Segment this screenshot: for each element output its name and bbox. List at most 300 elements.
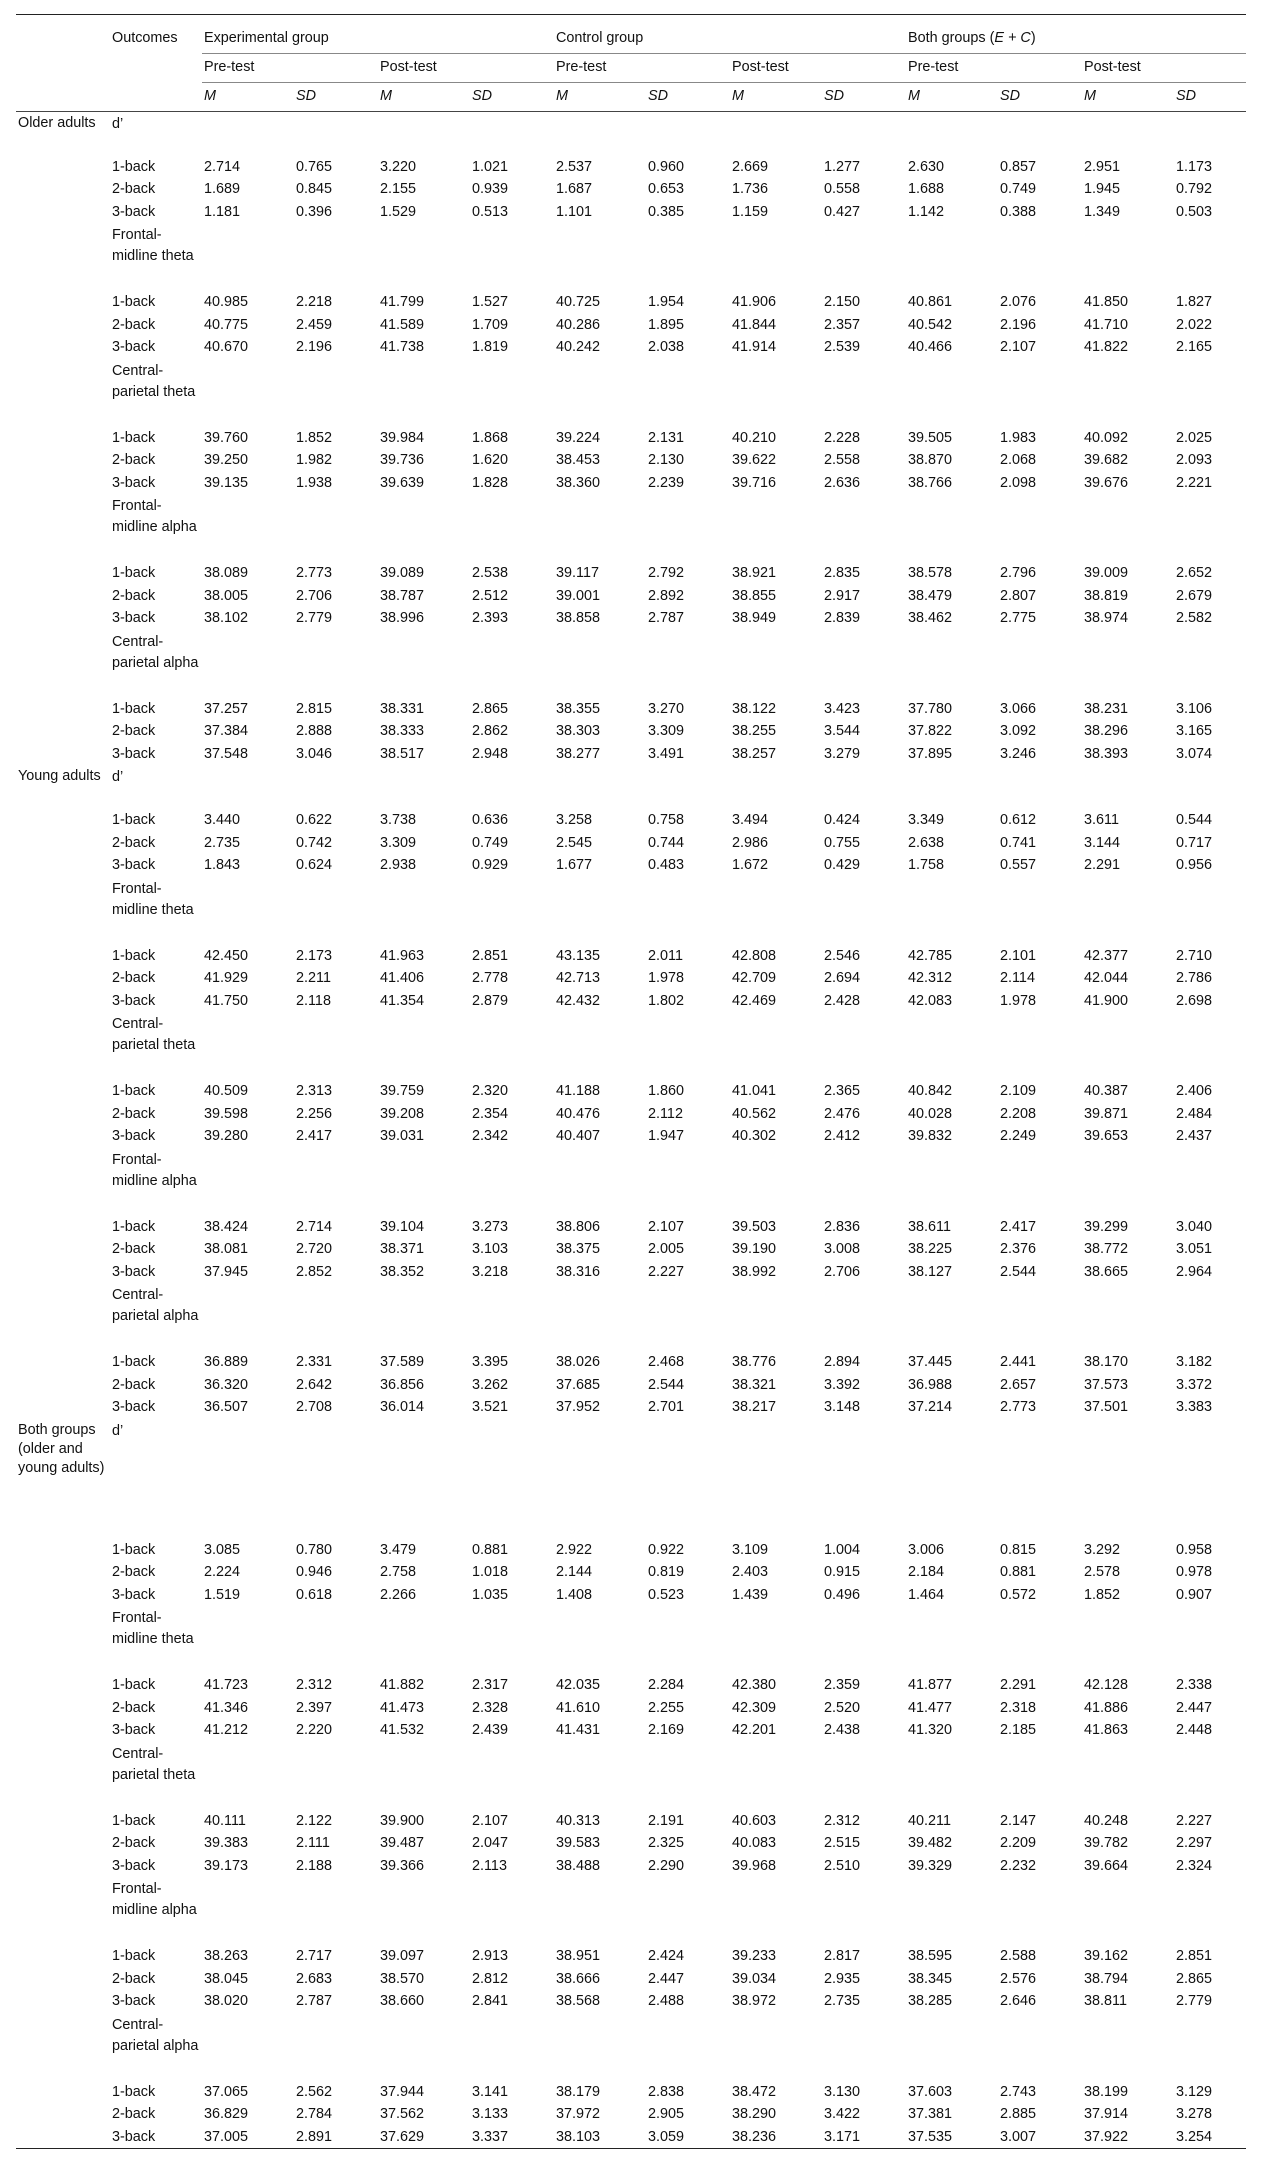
sd-value-cell: 2.191 (648, 1812, 685, 1829)
sd-value-cell: 1.527 (472, 294, 509, 310)
mean-value-cell: 39.782 (1084, 1835, 1129, 1851)
sd-value-cell: 2.447 (1176, 1699, 1213, 1716)
mean-value-cell: 41.900 (1084, 992, 1129, 1009)
table-row (16, 562, 1246, 585)
blank-cell (294, 1283, 378, 1351)
blank-cell (16, 562, 110, 585)
sd-value-cell: 3.046 (296, 745, 333, 762)
blank-cell (906, 359, 998, 427)
mean-value-cell: 40.286 (556, 316, 601, 333)
blank-cell (470, 1606, 554, 1674)
mean-value-cell: 41.188 (556, 1083, 601, 1099)
mean-value-cell: 38.179 (556, 2083, 601, 2100)
mean-value-cell: 38.453 (556, 452, 601, 468)
mean-value-cell: 38.360 (556, 474, 601, 491)
blank-cell (470, 112, 554, 156)
condition-label: 3-back (112, 1857, 156, 1874)
sd-value-cell: 2.888 (296, 723, 333, 739)
mean-value-cell: 41.863 (1084, 1722, 1129, 1738)
sd-value-cell: 2.679 (1176, 587, 1213, 604)
sd-value-cell: 2.227 (648, 1263, 685, 1280)
blank-cell (16, 1697, 110, 1720)
header-blank-cell (16, 54, 110, 83)
sd-value-cell: 2.510 (824, 1857, 861, 1874)
mean-value-cell: 39.233 (732, 1948, 777, 1964)
header-ctrl-pretest: Pre-test (554, 54, 730, 83)
mean-value-cell: 37.445 (908, 1354, 953, 1370)
sd-value-cell: 3.254 (1176, 2128, 1213, 2145)
mean-value-cell: 38.578 (908, 565, 953, 581)
mean-value-cell: 38.277 (556, 745, 601, 762)
mean-value-cell: 41.212 (204, 1722, 249, 1738)
blank-cell (294, 1877, 378, 1945)
mean-value-cell: 40.092 (1084, 429, 1129, 446)
sd-value-cell: 1.868 (472, 429, 509, 446)
mean-value-cell: 39.031 (380, 1128, 425, 1144)
sd-value-cell: 1.827 (1176, 294, 1213, 310)
blank-cell (730, 359, 822, 427)
sd-value-cell: 3.270 (648, 700, 685, 717)
mean-value-cell: 38.122 (732, 700, 777, 717)
condition-label: 1-back (112, 1541, 156, 1558)
blank-cell (470, 765, 554, 809)
sd-value-cell: 2.397 (296, 1699, 333, 1716)
mean-value-cell: 38.819 (1084, 587, 1129, 604)
mean-value-cell: 41.589 (380, 316, 425, 333)
blank-cell (646, 494, 730, 562)
blank-cell (554, 494, 646, 562)
table-row (16, 832, 1246, 855)
sd-value-cell: 3.395 (472, 1354, 509, 1370)
sd-value-cell: 2.284 (648, 1677, 685, 1693)
mean-value-cell: 38.257 (732, 745, 777, 762)
blank-cell (16, 1396, 110, 1419)
table-row (16, 1990, 1246, 2013)
blank-cell (1082, 1283, 1174, 1351)
mean-value-cell: 2.714 (204, 158, 241, 175)
mean-value-cell: 2.630 (908, 158, 945, 175)
sd-value-cell: 2.892 (648, 587, 685, 604)
mean-value-cell: 38.570 (380, 1970, 425, 1987)
blank-cell (1082, 2013, 1174, 2081)
blank-cell (378, 494, 470, 562)
mean-value-cell: 2.537 (556, 158, 593, 175)
blank-cell (16, 1606, 110, 1674)
mean-value-cell: 37.822 (908, 723, 953, 739)
sd-value-cell: 1.173 (1176, 158, 1213, 175)
blank-cell (998, 1148, 1082, 1216)
table-row (16, 743, 1246, 766)
measure-row (16, 1606, 1246, 1674)
sd-value-cell: 0.978 (1176, 1564, 1213, 1580)
mean-value-cell: 37.384 (204, 723, 249, 739)
sd-value-cell: 2.318 (1000, 1699, 1037, 1716)
header-blank-cell (16, 25, 110, 54)
mean-value-cell: 39.097 (380, 1948, 425, 1964)
blank-cell (16, 1968, 110, 1991)
sd-value-cell: 0.572 (1000, 1586, 1037, 1603)
mean-value-cell: 41.346 (204, 1699, 249, 1716)
mean-value-cell: 36.889 (204, 1354, 249, 1370)
mean-value-cell: 42.469 (732, 992, 777, 1009)
mean-value-cell: 1.439 (732, 1586, 769, 1603)
blank-cell (16, 494, 110, 562)
mean-value-cell: 2.986 (732, 834, 769, 851)
blank-cell (378, 1419, 470, 1539)
sd-value-cell: 2.109 (1000, 1083, 1037, 1099)
condition-label: 1-back (112, 565, 156, 581)
mean-value-cell: 40.466 (908, 339, 953, 355)
table-row (16, 1968, 1246, 1991)
sd-value-cell: 0.819 (648, 1564, 685, 1580)
mean-value-cell: 39.162 (1084, 1948, 1129, 1964)
mean-value-cell: 3.144 (1084, 834, 1121, 851)
blank-cell (202, 359, 294, 427)
mean-value-cell: 40.302 (732, 1128, 777, 1144)
mean-value-cell: 37.629 (380, 2128, 425, 2145)
mean-value-cell: 38.393 (1084, 745, 1129, 762)
mean-value-cell: 38.303 (556, 723, 601, 739)
sd-value-cell: 3.130 (824, 2083, 861, 2100)
blank-cell (822, 1148, 906, 1216)
sd-value-cell: 2.150 (824, 294, 861, 310)
blank-cell (1174, 765, 1246, 809)
mean-value-cell: 2.144 (556, 1564, 593, 1580)
sd-value-cell: 0.958 (1176, 1541, 1213, 1558)
sd-value-cell: 1.819 (472, 339, 509, 355)
measure-row (16, 1419, 1246, 1539)
blank-cell (646, 1419, 730, 1539)
sd-value-cell: 2.706 (296, 587, 333, 604)
sd-value-cell: 3.106 (1176, 700, 1213, 717)
mean-value-cell: 38.290 (732, 2106, 777, 2122)
sd-value-cell: 2.113 (472, 1857, 507, 1874)
blank-cell (16, 607, 110, 630)
sd-value-cell: 0.922 (648, 1541, 685, 1558)
measure-label: Frontal-midline alpha (112, 1881, 197, 1918)
mean-value-cell: 3.611 (1084, 812, 1119, 828)
mean-value-cell: 39.984 (380, 429, 425, 446)
sd-value-cell: 2.459 (296, 316, 333, 333)
measure-row (16, 765, 1246, 809)
mean-value-cell: 38.974 (1084, 610, 1129, 626)
mean-value-cell: 2.922 (556, 1541, 593, 1558)
header-stat-sd: SD (998, 83, 1082, 112)
mean-value-cell: 42.128 (1084, 1677, 1129, 1693)
blank-cell (470, 630, 554, 698)
mean-value-cell: 42.432 (556, 992, 601, 1009)
blank-cell (998, 1877, 1082, 1945)
mean-value-cell: 36.856 (380, 1376, 425, 1393)
mean-value-cell: 38.020 (204, 1993, 249, 2009)
mean-value-cell: 37.603 (908, 2083, 953, 2100)
mean-value-cell: 37.952 (556, 1399, 601, 1415)
mean-value-cell: 41.354 (380, 992, 425, 1009)
blank-cell (822, 223, 906, 291)
blank-cell (730, 1606, 822, 1674)
sd-value-cell: 2.227 (1176, 1812, 1213, 1829)
sd-value-cell: 2.022 (1176, 316, 1213, 333)
sd-value-cell: 2.228 (824, 429, 861, 446)
mean-value-cell: 1.159 (732, 203, 769, 220)
mean-value-cell: 1.529 (380, 203, 417, 220)
sd-value-cell: 2.312 (296, 1677, 333, 1693)
mean-value-cell: 38.170 (1084, 1354, 1129, 1370)
mean-value-cell: 39.135 (204, 474, 249, 491)
mean-value-cell: 3.440 (204, 812, 241, 828)
table-row (16, 156, 1246, 179)
sd-value-cell: 3.007 (1000, 2128, 1037, 2145)
table-row (16, 698, 1246, 721)
mean-value-cell: 41.473 (380, 1699, 425, 1716)
measure-label: d’ (112, 1422, 124, 1439)
table-header (16, 15, 1246, 112)
sd-value-cell: 3.246 (1000, 745, 1037, 762)
mean-value-cell: 2.155 (380, 181, 417, 197)
mean-value-cell: 1.688 (908, 181, 945, 197)
mean-value-cell: 38.992 (732, 1263, 777, 1280)
header-stat-sd: SD (470, 83, 554, 112)
sd-value-cell: 0.792 (1176, 181, 1213, 197)
mean-value-cell: 3.349 (908, 812, 945, 828)
sd-value-cell: 2.917 (824, 587, 861, 604)
sd-value-cell: 2.147 (1000, 1812, 1037, 1829)
blank-cell (646, 1877, 730, 1945)
mean-value-cell: 1.464 (908, 1586, 945, 1603)
sd-value-cell: 2.646 (1000, 1993, 1037, 2009)
measure-label: Central-parietal theta (112, 1016, 196, 1053)
sd-value-cell: 2.122 (296, 1812, 333, 1829)
mean-value-cell: 42.713 (556, 970, 601, 986)
blank-cell (554, 1877, 646, 1945)
measure-label: Frontal-midline theta (112, 880, 194, 918)
mean-value-cell: 2.951 (1084, 158, 1121, 175)
header-outcomes: Outcomes (112, 30, 178, 46)
sd-value-cell: 2.636 (824, 474, 861, 491)
header-stat-sd: SD (646, 83, 730, 112)
sd-value-cell: 2.786 (1176, 970, 1213, 986)
blank-cell (16, 2081, 110, 2104)
mean-value-cell: 38.855 (732, 587, 777, 604)
sd-value-cell: 3.141 (472, 2083, 509, 2100)
blank-cell (1082, 877, 1174, 945)
blank-cell (294, 223, 378, 291)
blank-cell (1082, 1606, 1174, 1674)
sd-value-cell: 2.447 (648, 1970, 685, 1987)
mean-value-cell: 38.081 (204, 1241, 249, 1257)
mean-value-cell: 3.494 (732, 812, 769, 828)
mean-value-cell: 42.044 (1084, 970, 1129, 986)
section-label: Young adults (18, 768, 101, 784)
sd-value-cell: 3.066 (1000, 700, 1037, 717)
sd-value-cell: 2.935 (824, 1970, 861, 1987)
sd-value-cell: 2.093 (1176, 452, 1213, 468)
sd-value-cell: 2.544 (1000, 1263, 1037, 1280)
blank-cell (906, 494, 998, 562)
measure-row (16, 223, 1246, 291)
sd-value-cell: 3.392 (824, 1376, 861, 1393)
mean-value-cell: 40.242 (556, 339, 601, 355)
blank-cell (202, 765, 294, 809)
condition-label: 3-back (112, 992, 156, 1009)
sd-value-cell: 1.983 (1000, 429, 1037, 446)
blank-cell (294, 359, 378, 427)
sd-value-cell: 3.423 (824, 700, 861, 717)
condition-label: 1-back (112, 1948, 156, 1964)
sd-value-cell: 2.011 (648, 947, 683, 964)
blank-cell (646, 877, 730, 945)
table-row (16, 1125, 1246, 1148)
sd-value-cell: 3.218 (472, 1263, 509, 1280)
sd-value-cell: 2.544 (648, 1376, 685, 1393)
blank-cell (906, 1283, 998, 1351)
measure-label: d’ (112, 116, 124, 132)
mean-value-cell: 38.611 (908, 1218, 951, 1235)
mean-value-cell: 38.568 (556, 1993, 601, 2009)
condition-label: 2-back (112, 834, 156, 851)
sd-value-cell: 2.698 (1176, 992, 1213, 1009)
blank-cell (822, 1606, 906, 1674)
mean-value-cell: 39.329 (908, 1857, 953, 1874)
sd-value-cell: 3.279 (824, 745, 861, 762)
mean-value-cell: 42.709 (732, 970, 777, 986)
blank-cell (646, 223, 730, 291)
sd-value-cell: 2.812 (472, 1970, 509, 1987)
sd-value-cell: 2.476 (824, 1105, 861, 1122)
sd-value-cell: 2.221 (1176, 474, 1213, 491)
mean-value-cell: 39.208 (380, 1105, 425, 1122)
condition-label: 3-back (112, 1586, 156, 1603)
sd-value-cell: 2.232 (1000, 1857, 1037, 1874)
blank-cell (470, 359, 554, 427)
sd-value-cell: 2.291 (1000, 1677, 1037, 1693)
blank-cell (378, 877, 470, 945)
sd-value-cell: 2.256 (296, 1105, 333, 1122)
blank-cell (16, 1125, 110, 1148)
blank-cell (906, 877, 998, 945)
mean-value-cell: 42.312 (908, 970, 953, 986)
sd-value-cell: 2.114 (1000, 970, 1035, 986)
blank-cell (998, 1419, 1082, 1539)
mean-value-cell: 37.685 (556, 1376, 601, 1393)
mean-value-cell: 2.184 (908, 1564, 945, 1580)
table-row (16, 1261, 1246, 1284)
mean-value-cell: 38.462 (908, 610, 953, 626)
sd-value-cell: 2.297 (1176, 1835, 1213, 1851)
sd-value-cell: 2.290 (648, 1857, 685, 1874)
blank-cell (16, 1832, 110, 1855)
mean-value-cell: 40.407 (556, 1128, 601, 1144)
header-both-prefix: Both groups ( (908, 30, 995, 46)
sd-value-cell: 0.960 (648, 158, 685, 175)
sd-value-cell: 2.879 (472, 992, 509, 1009)
table-row (16, 1103, 1246, 1126)
sd-value-cell: 2.839 (824, 610, 861, 626)
blank-cell (16, 1351, 110, 1374)
blank-cell (998, 223, 1082, 291)
blank-cell (16, 945, 110, 968)
condition-label: 2-back (112, 452, 156, 468)
mean-value-cell: 38.660 (380, 1993, 425, 2009)
sd-value-cell: 3.278 (1176, 2106, 1213, 2122)
condition-label: 2-back (112, 2106, 156, 2122)
blank-cell (294, 2013, 378, 2081)
sd-value-cell: 0.496 (824, 1586, 861, 1603)
condition-label: 2-back (112, 970, 156, 986)
blank-cell (646, 1012, 730, 1080)
mean-value-cell: 38.772 (1084, 1241, 1129, 1257)
mean-value-cell: 37.005 (204, 2128, 249, 2145)
mean-value-cell: 2.291 (1084, 857, 1121, 873)
blank-cell (1174, 1283, 1246, 1351)
sd-value-cell: 2.448 (1176, 1722, 1213, 1738)
sd-value-cell: 3.074 (1176, 745, 1213, 762)
mean-value-cell: 41.963 (380, 947, 425, 964)
blank-cell (730, 630, 822, 698)
sd-value-cell: 0.749 (1000, 181, 1037, 197)
mean-value-cell: 37.895 (908, 745, 953, 762)
condition-label: 2-back (112, 316, 156, 333)
blank-cell (470, 1283, 554, 1351)
sd-value-cell: 3.148 (824, 1399, 861, 1415)
blank-cell (202, 2013, 294, 2081)
sd-value-cell: 2.239 (648, 474, 685, 491)
blank-cell (378, 630, 470, 698)
mean-value-cell: 39.968 (732, 1857, 777, 1874)
sd-value-cell: 1.018 (472, 1564, 509, 1580)
blank-cell (906, 1012, 998, 1080)
mean-value-cell: 38.316 (556, 1263, 601, 1280)
mean-value-cell: 39.664 (1084, 1857, 1129, 1874)
blank-cell (16, 223, 110, 291)
mean-value-cell: 40.476 (556, 1105, 601, 1122)
mean-value-cell: 39.366 (380, 1857, 425, 1874)
blank-cell (294, 1606, 378, 1674)
mean-value-cell: 37.922 (1084, 2128, 1129, 2145)
blank-cell (906, 1877, 998, 1945)
mean-value-cell: 1.408 (556, 1586, 593, 1603)
table-row (16, 291, 1246, 314)
header-stat-m: M (554, 83, 646, 112)
blank-cell (16, 2126, 110, 2149)
condition-label: 1-back (112, 1677, 156, 1693)
mean-value-cell: 38.225 (908, 1241, 953, 1257)
mean-value-cell: 38.333 (380, 723, 425, 739)
mean-value-cell: 40.725 (556, 294, 601, 310)
sd-value-cell: 2.107 (1000, 339, 1037, 355)
sd-value-cell: 0.424 (824, 812, 861, 828)
blank-cell (16, 359, 110, 427)
sd-value-cell: 2.131 (648, 429, 685, 446)
condition-label: 1-back (112, 158, 156, 175)
header-row-phases (16, 54, 1246, 83)
sd-value-cell: 1.860 (648, 1083, 685, 1099)
mean-value-cell: 38.794 (1084, 1970, 1129, 1987)
sd-value-cell: 0.622 (296, 812, 333, 828)
condition-label: 1-back (112, 700, 156, 717)
sd-value-cell: 2.905 (648, 2106, 685, 2122)
blank-cell (822, 765, 906, 809)
mean-value-cell: 38.321 (732, 1376, 777, 1393)
sd-value-cell: 0.956 (1176, 857, 1213, 873)
mean-value-cell: 3.309 (380, 834, 417, 851)
mean-value-cell: 42.377 (1084, 947, 1129, 964)
mean-value-cell: 40.210 (732, 429, 777, 446)
blank-cell (554, 877, 646, 945)
sd-value-cell: 3.103 (472, 1241, 509, 1257)
blank-cell (470, 877, 554, 945)
blank-cell (16, 1012, 110, 1080)
